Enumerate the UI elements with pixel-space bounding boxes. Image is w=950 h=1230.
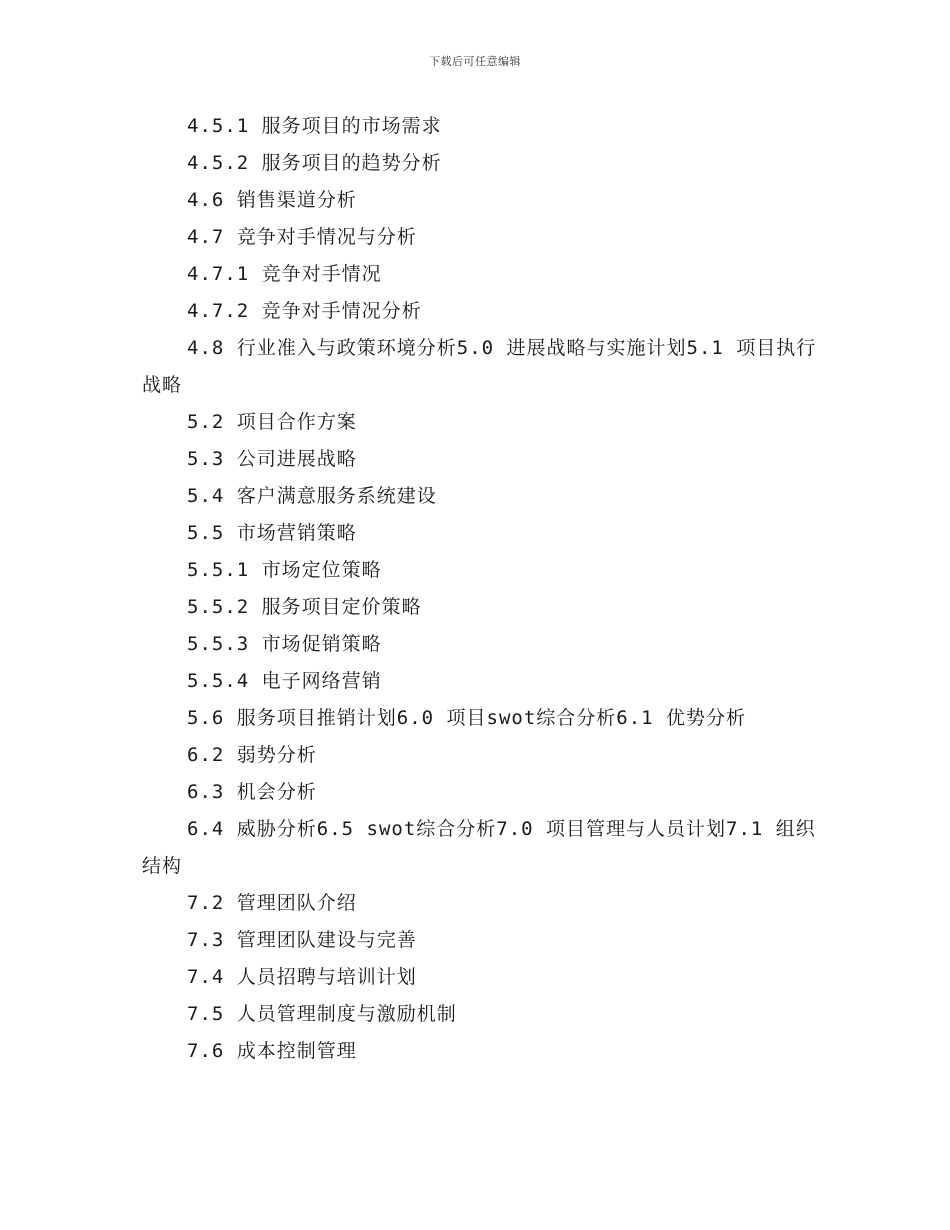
toc-item: 6.4 威胁分析6.5 swot综合分析7.0 项目管理与人员计划7.1 组织结构 bbox=[142, 818, 816, 877]
table-of-contents bbox=[142, 108, 822, 1070]
header-note: 下载后可任意编辑 bbox=[429, 55, 521, 68]
toc-item: 5.5.2 服务项目定价策略 bbox=[187, 596, 422, 618]
toc-item: 7.6 成本控制管理 bbox=[187, 1040, 357, 1062]
toc-item: 4.7.2 竞争对手情况分析 bbox=[187, 300, 422, 322]
toc-item: 5.5.4 电子网络营销 bbox=[187, 670, 382, 692]
toc-item: 5.6 服务项目推销计划6.0 项目swot综合分析6.1 优势分析 bbox=[187, 707, 747, 729]
toc-item: 5.5 市场营销策略 bbox=[187, 522, 357, 544]
toc-item: 4.7 竞争对手情况与分析 bbox=[187, 226, 417, 248]
toc-item: 4.6 销售渠道分析 bbox=[187, 189, 357, 211]
toc-item: 4.5.1 服务项目的市场需求 bbox=[187, 115, 442, 137]
toc-item: 6.2 弱势分析 bbox=[187, 744, 317, 766]
toc-item: 4.8 行业准入与政策环境分析5.0 进展战略与实施计划5.1 项目执行战略 bbox=[142, 337, 817, 396]
toc-item: 5.5.1 市场定位策略 bbox=[187, 559, 382, 581]
toc-item: 5.4 客户满意服务系统建设 bbox=[187, 485, 437, 507]
toc-item: 5.3 公司进展战略 bbox=[187, 448, 357, 470]
toc-item: 6.3 机会分析 bbox=[187, 781, 317, 803]
toc-item: 7.3 管理团队建设与完善 bbox=[187, 929, 417, 951]
toc-item: 5.5.3 市场促销策略 bbox=[187, 633, 382, 655]
toc-item: 7.4 人员招聘与培训计划 bbox=[187, 966, 417, 988]
toc-item: 5.2 项目合作方案 bbox=[187, 411, 357, 433]
toc-item: 4.5.2 服务项目的趋势分析 bbox=[187, 152, 442, 174]
toc-item: 7.2 管理团队介绍 bbox=[187, 892, 357, 914]
toc-item: 7.5 人员管理制度与激励机制 bbox=[187, 1003, 457, 1025]
toc-item: 4.7.1 竞争对手情况 bbox=[187, 263, 382, 285]
